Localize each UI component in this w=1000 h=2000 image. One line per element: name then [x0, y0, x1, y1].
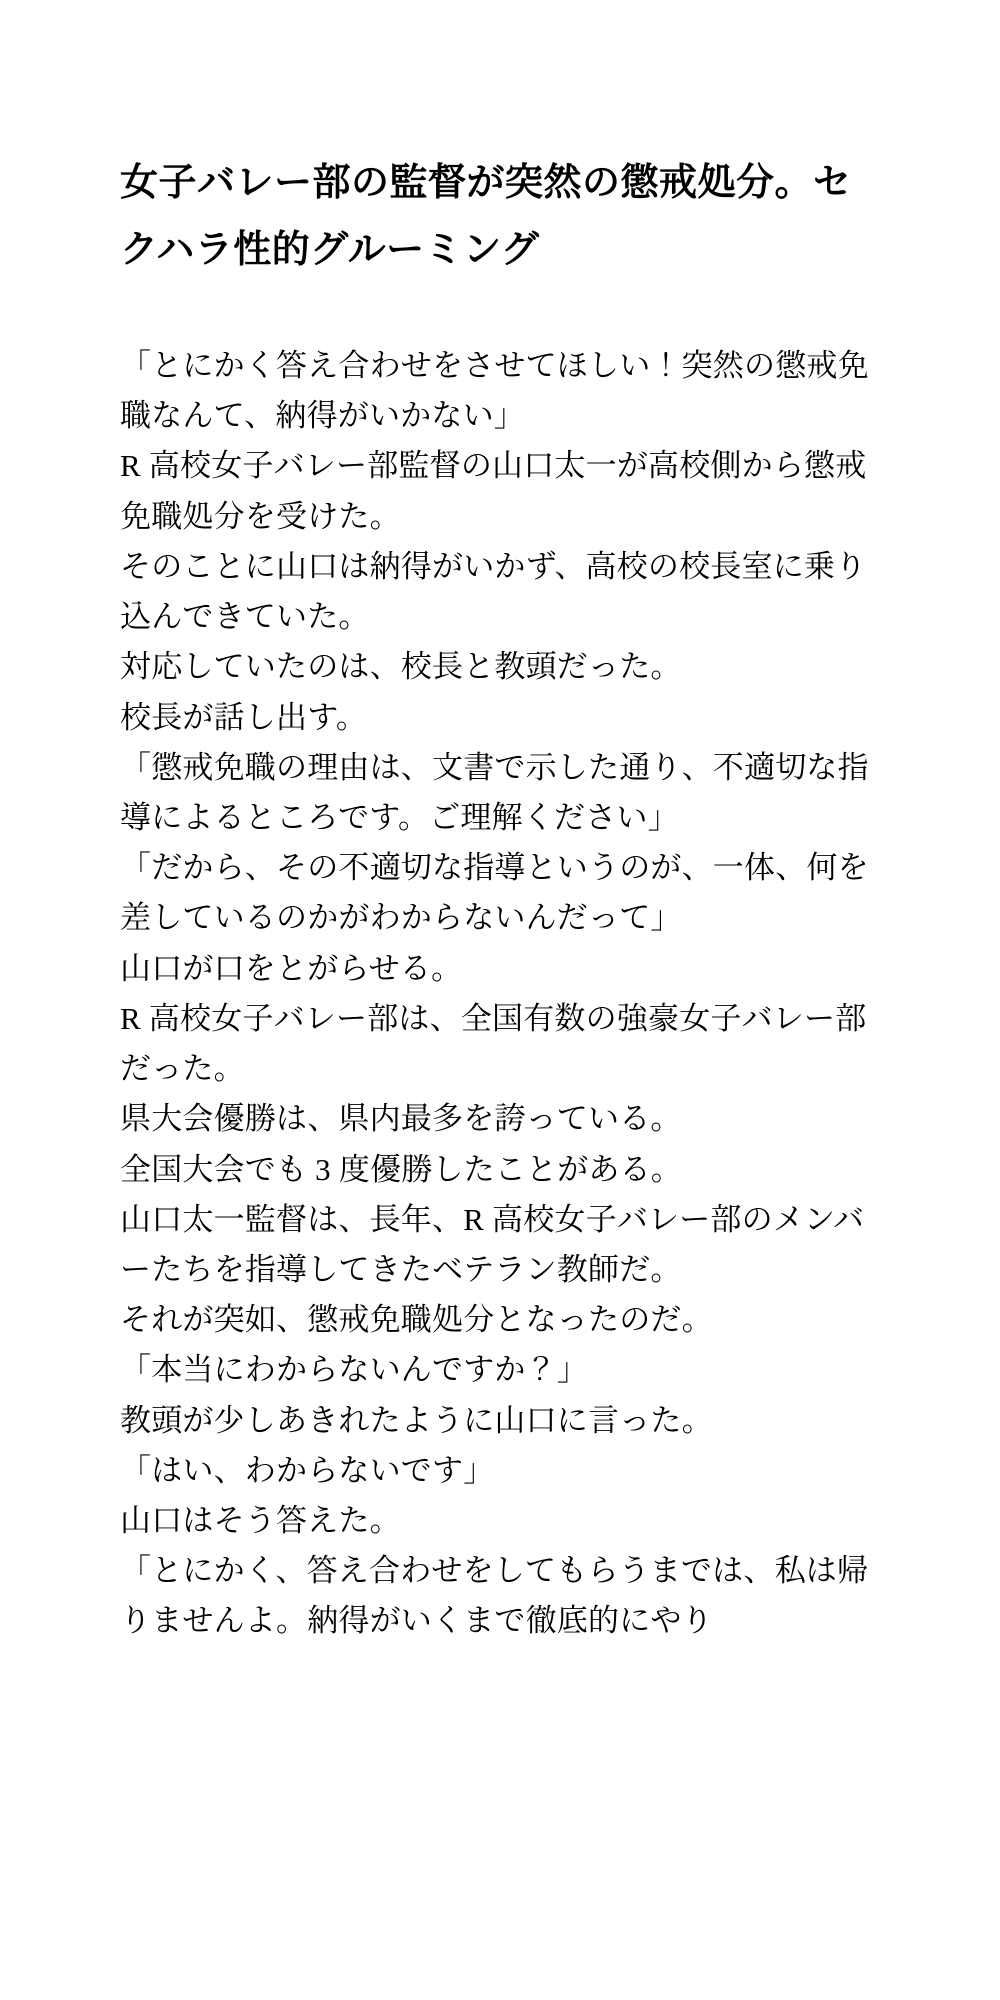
- paragraph: 「懲戒免職の理由は、文書で示した通り、不適切な指導によるところです。ご理解ください」: [120, 749, 869, 835]
- paragraph: 「とにかく、答え合わせをしてもらうまでは、私は帰りませんよ。納得がいくまで徹底的にやり: [120, 1553, 869, 1639]
- paragraph: 「とにかく答え合わせをさせてほしい！突然の懲戒免職なんて、納得がいかない」: [120, 348, 869, 434]
- paragraph: 対応していたのは、校長と教頭だった。: [120, 649, 682, 685]
- paragraph: 「だから、その不適切な指導というのが、一体、何を差しているのかがわからないんだって」: [120, 850, 869, 936]
- paragraph: 「はい、わからないです」: [120, 1452, 495, 1488]
- paragraph: 県大会優勝は、県内最多を誇っている。: [120, 1101, 682, 1137]
- paragraph: 山口はそう答えた。: [120, 1503, 401, 1539]
- paragraph: 「本当にわからないんですか？」: [120, 1352, 588, 1388]
- paragraph: R 高校女子バレー部監督の山口太一が高校側から懲戒免職処分を受けた。: [120, 448, 867, 534]
- paragraph: R 高校女子バレー部は、全国有数の強豪女子バレー部だった。: [120, 1000, 867, 1087]
- article-body: [120, 341, 890, 1647]
- paragraph: 教頭が少しあきれたように山口に言った。: [120, 1402, 713, 1438]
- paragraph: それが突如、懲戒免職処分となったのだ。: [120, 1302, 713, 1338]
- page-title: 女子バレー部の監督が突然の懲戒処分。セクハラ性的グルーミング: [120, 162, 852, 271]
- paragraph: 山口太一監督は、長年、R 高校女子バレー部のメンバーたちを指導してきたベテラン教師だ。: [120, 1201, 865, 1287]
- paragraph: そのことに山口は納得がいかず、高校の校長室に乗り込んできていた。: [120, 548, 867, 635]
- paragraph: 校長が話し出す。: [120, 699, 368, 735]
- paragraph: 全国大会でも 3 度優勝したことがある。: [120, 1151, 682, 1187]
- paragraph: 山口が口をとがらせる。: [120, 950, 463, 986]
